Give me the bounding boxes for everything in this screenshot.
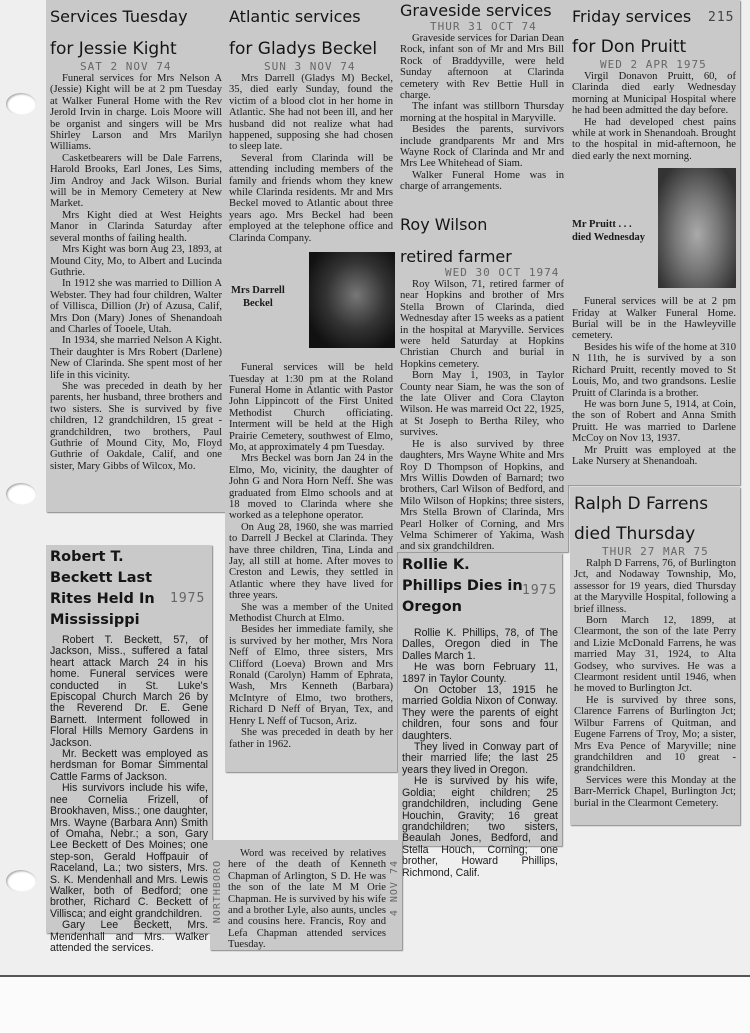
headline: died Thursday: [574, 524, 696, 544]
handwritten-date: THUR 31 OCT 74: [430, 20, 537, 33]
binder-hole: [6, 870, 36, 892]
headline: Friday services: [572, 7, 692, 26]
paragraph: Walker Funeral Home was in charge of arrangements.: [400, 169, 564, 193]
caption-line: Mr Pruitt . . .: [572, 219, 632, 231]
paragraph: Gary Lee Beckett, Mrs. Mendenhall and Mrs. Walker attended the services.: [50, 919, 208, 954]
photo-caption: [572, 218, 645, 244]
paragraph: In 1912 she was married to Dillion A Webster. They had four children, Walter of Villisca, Dillion (Jr) of Azusa, Calif, Mrs Don (Mary) Jones of Shenandoah and Charles of Tooele, Utah.: [50, 278, 222, 335]
clipping-beckel: [225, 0, 397, 772]
paragraph: Virgil Donavon Pruitt, 60, of Clarinda died early Wednesday morning at Municipal Hospital where he had been admitted the day before.: [572, 71, 736, 117]
handwritten-date: SAT 2 NOV 74: [80, 60, 172, 73]
paragraph: She was preceded in death by her parents, her husband, three brothers and two sisters. She is survived by five children, 12 grandchildren, 15 great - grandchildren, two brothers, Paul Guthrie of Mound City, Mo, Floyd Guthrie of Oakdale, Calif, and one sister, Mary Gibbs of Wilcox, Mo.: [50, 380, 222, 472]
handwritten-date: 1975: [170, 591, 206, 606]
headline: Rollie K. Phillips Dies in Oregon: [402, 557, 523, 615]
binder-hole: [6, 93, 36, 115]
paragraph: On Aug 28, 1960, she was married to Darrell J Beckel at Clarinda. They have three children, Tina, Linda and Jay, all still at home. After moves to Creston and Lewis, they settled in Atlantic where they have lived for three years.: [229, 521, 393, 602]
handwritten-date: SUN 3 NOV 74: [264, 60, 356, 73]
paragraph: Besides her immediate family, she is survived by her mother, Mrs Nora Neff of Elmo, three sisters, Mrs Clifford (Loeva) Brown and Mrs Ronald (Carolyn) Hamm of Ephrata, Wash, Mrs Kenneth (Barbara) McIntyre of Elmo, two brothers, Richard D Neff of Bryan, Tex, and Henry L Neff of Tucson, Ariz.: [229, 624, 393, 727]
headline: Services Tuesday: [50, 7, 188, 26]
handwritten-date: 4 NOV 74: [389, 860, 400, 917]
paragraph: Besides the parents, survivors include grandparents Mr and Mrs Wayne Rock of Clarinda and Mr and Mrs Lee Whitehead of Siam.: [400, 124, 564, 170]
paragraph: In 1934, she married Nelson A Kight. Their daughter is Mrs Robert (Darlene) New of Clarinda. She spent most of her life in this vicinity.: [50, 335, 222, 381]
paragraph: Ralph D Farrens, 76, of Burlington Jct, and Nodaway Township, Mo, assessor for 19 years, died Thursday at the Maryville Hospital, following a brief illness.: [574, 558, 736, 615]
clipping-beckett: [46, 545, 212, 954]
paragraph: Mr. Beckett was employed as herdsman for Bomar Simmental Cattle Farms of Jackson.: [50, 748, 208, 783]
paragraph: Born May 1, 1903, in Taylor County near Siam, he was the son of the late Oliver and Cora Clayton Wilson. He was marreid Oct 22, 1925, at St Joseph to Bertha Riley, who survives.: [400, 370, 564, 439]
paragraph: Mr Pruitt was employed at the Lake Nursery at Shenandoah.: [572, 444, 736, 467]
clipping-farrens: [570, 487, 740, 825]
paragraph: He had developed chest pains while at work in Shenandoah. Brought to the hospital in mid-afternoon, he died early the next morning.: [572, 116, 736, 162]
headline: Ralph D Farrens: [574, 494, 709, 514]
clipping-rock: [396, 0, 568, 200]
headline: Graveside services: [400, 1, 552, 20]
caption-line: Beckel: [243, 298, 273, 310]
paragraph: Rollie K. Phillips, 78, of The Dalles, Oregon died in The Dalles March 1.: [402, 627, 558, 662]
paragraph: Born March 12, 1899, at Clearmont, the son of the late Perry and Lizie McDonald Farrens, he was married May 31, 1924, to Alta Godsey, who survives. He was a Clearmont resident until 1946, when he moved to Burlington Jct.: [574, 615, 736, 695]
paragraph: She was a member of the United Methodist Church at Elmo.: [229, 601, 393, 625]
paragraph: Mrs Kight was born Aug 23, 1893, at Mound City, Mo, to Albert and Lucinda Guthrie.: [50, 244, 222, 278]
headline: for Jessie Kight: [50, 39, 177, 59]
paragraph: He is survived by his wife, Goldia; eight children; 25 grandchildren, including Gene Houchin, Gravity; 16 great grandchildren; two sisters, Beaulah Jones, Bedford, and Stella Houch, Corning; one brother, Howard Phillips, Richmond, Calif.: [402, 775, 558, 879]
paragraph: The infant was stillborn Thursday morning at the hospital in Maryville.: [400, 101, 564, 124]
paragraph: On October 13, 1915 he married Goldia Nixon of Conway. They were the parents of eight children, four sons and four daughters.: [402, 684, 558, 742]
headline: Atlantic services: [229, 7, 361, 26]
paragraph: Several from Clarinda will be attending including members of the family and friends whom they knew while Clarinda residents. Mr and Mrs Beckel moved to Atlantic about three years ago. Mrs Beckel had been employed at the telephone office and Clarinda Company.: [229, 152, 393, 244]
paragraph: He is also survived by three daughters, Mrs Wayne White and Mrs Roy D Thompson of Hopkins, and Mrs Willis Dowden of Barnard; two brothers, Carl Wilson of Bedford, and Milo Wilson of Hopkins; three sisters, Mrs Stella Brown of Clarinda, Mrs Pearl Holker of Corning, and Mrs Velma Schimerer of Yakima, Wash and six grandchildren.: [400, 438, 564, 553]
caption-line: Mrs Darrell: [231, 285, 285, 297]
paragraph: They lived in Conway part of their married life; the last 25 years they lived in Oregon.: [402, 741, 558, 776]
paragraph: He is survived by three sons, Clarence Farrens of Burlington Jct; Wilbur Farrens of Quitman, and Eugene Farrens of Troy, Mo; a sister, Mrs Eva Pence of Maryville; nine grandchildren and 10 great - grandchildren.: [574, 694, 736, 775]
headline: Robert T. Beckett Last Rites Held In Mississippi: [50, 549, 155, 628]
photo-caption: [231, 284, 285, 310]
portrait-photo: [658, 168, 736, 288]
paragraph: Mrs Kight died at West Heights Manor in Clarinda Saturday after several months of failing health.: [50, 209, 222, 244]
paragraph: Services were this Monday at the Barr-Merrick Chapel, Burlington Jct; burial in the Clearmont Cemetery.: [574, 774, 736, 809]
paragraph: Funeral services will be held Tuesday at 1:30 pm at the Roland Funeral Home in Atlantic with Pastor John Lippincott of the First United Methodist Church officiating. Interment will be held at the High Prairie Cemetery, southwest of Elmo, Mo, at approximately 4 pm Tuesday.: [229, 362, 393, 453]
headline: Roy Wilson: [400, 215, 488, 234]
binder-hole: [6, 483, 36, 505]
handwritten-date: THUR 27 MAR 75: [602, 545, 709, 558]
paragraph: Robert T. Beckett, 57, of Jackson, Miss., suffered a fatal heart attack March 24 in his home. Funeral services were conducted in St. Luke's Episcopal Church March 26 by the Reverend Dr. E. Gene Barnett. Interment followed in Floral Hills Memory Gardens in Jackson.: [50, 634, 208, 749]
paragraph: Word was received by relatives here of the death of Kenneth Chapman of Arlington, S D. He was the son of the late M M Orie Chapman. He is survived by his wife and a brother Lyle, also aunts, uncles and cousins here. Francis, Roy and Lefa Chapman attended services Tuesday.: [228, 848, 386, 951]
clipping-phillips: [398, 553, 562, 879]
paragraph: His survivors include his wife, nee Cornelia Frizell, of Brookhaven, Miss.; one daughter, Mrs. Wayne (Barbara Ann) Smith of Omaha, Nebr.; a son, Gary Lee Beckett of Des Moines; one step-son, Gerald Hoffpauir of Raceland, La.; two sisters, Mrs. S. K. Mendenhall and Mrs. Lewis Walker, both of Bedford; one brother, Richard C. Beckett of Villisca; and eight grandchildren.: [50, 782, 208, 920]
handwritten-date: WED 30 OCT 1974: [445, 266, 560, 279]
headline: for Gladys Beckel: [229, 39, 378, 59]
portrait-photo: [309, 252, 395, 348]
paragraph: She was preceded in death by her father in 1962.: [229, 727, 393, 750]
clipping-kight: [46, 0, 226, 512]
paragraph: Mrs Beckel was born Jan 24 in the Elmo, Mo, vicinity, the daughter of John G and Nora Horn Neff. She was graduated from Elmo schools and at 18 moved to Clarinda where she worked as a telephone operator.: [229, 453, 393, 522]
paragraph: Funeral services for Mrs Nelson A (Jessie) Kight will be at 2 pm Tuesday at Walker Funeral Home with the Rev Jerold Irvin in charge. Lois Moore will be organist and singers will be Mrs Shirley Larson and Mrs Marilyn Williams.: [50, 73, 222, 153]
paragraph: He was born February 11, 1897 in Taylor County.: [402, 661, 558, 685]
clipping-wilson: [396, 200, 568, 552]
clipping-pruitt: [568, 0, 740, 485]
handwritten-date: 1975: [522, 583, 558, 598]
paragraph: Casketbearers will be Dale Farrens, Harold Brooks, Earl Jones, Les Sims, Jim Androy and Jack Wilson. Burial will be in Memory Cemetery at New Market.: [50, 152, 222, 210]
handwritten-page-number: 215: [708, 10, 735, 25]
paragraph: Roy Wilson, 71, retired farmer of near Hopkins and brother of Mrs Stella Brown of Clarinda, died Wednesday after 15 weeks as a patient in the hospital at Maryville. Services were held Saturday at Hopkins Christian Church and burial in Hopkins cemetery.: [400, 279, 564, 370]
caption-line: died Wednesday: [572, 232, 646, 244]
handwritten-date: WED 2 APR 1975: [600, 58, 707, 71]
paragraph: Funeral services will be at 2 pm Friday at Walker Funeral Home. Burial will be in the Hawleyville cemetery.: [572, 296, 736, 342]
clipping-chapman: [210, 840, 402, 950]
headline: retired farmer: [400, 247, 512, 266]
handwritten-note: NORTHBORO: [212, 860, 223, 924]
paragraph: Mrs Darrell (Gladys M) Beckel, 35, died early Sunday, found the victim of a blood clot in her home in Atlantic. She had not been ill, and her husband did not realize what had happened, supposing she had chosen to sleep late.: [229, 73, 393, 153]
paragraph: Besides his wife of the home at 310 N 11th, he is survived by a son Richard Pruitt, recently moved to St Louis, Mo, and two grandsons. Leslie Pruitt of Clarinda is a brother.: [572, 341, 736, 399]
headline: for Don Pruitt: [572, 37, 687, 57]
paragraph: Graveside services for Darian Dean Rock, infant son of Mr and Mrs Bill Rock of Braddyville, were held Sunday afternoon at Clarinda cemetery with Rev Bettie Hull in charge.: [400, 33, 564, 102]
paragraph: He was born June 5, 1914, at Coin, the son of Robert and Anna Smith Pruitt. He was married to Darlene McCoy on Nov 13, 1937.: [572, 398, 736, 445]
